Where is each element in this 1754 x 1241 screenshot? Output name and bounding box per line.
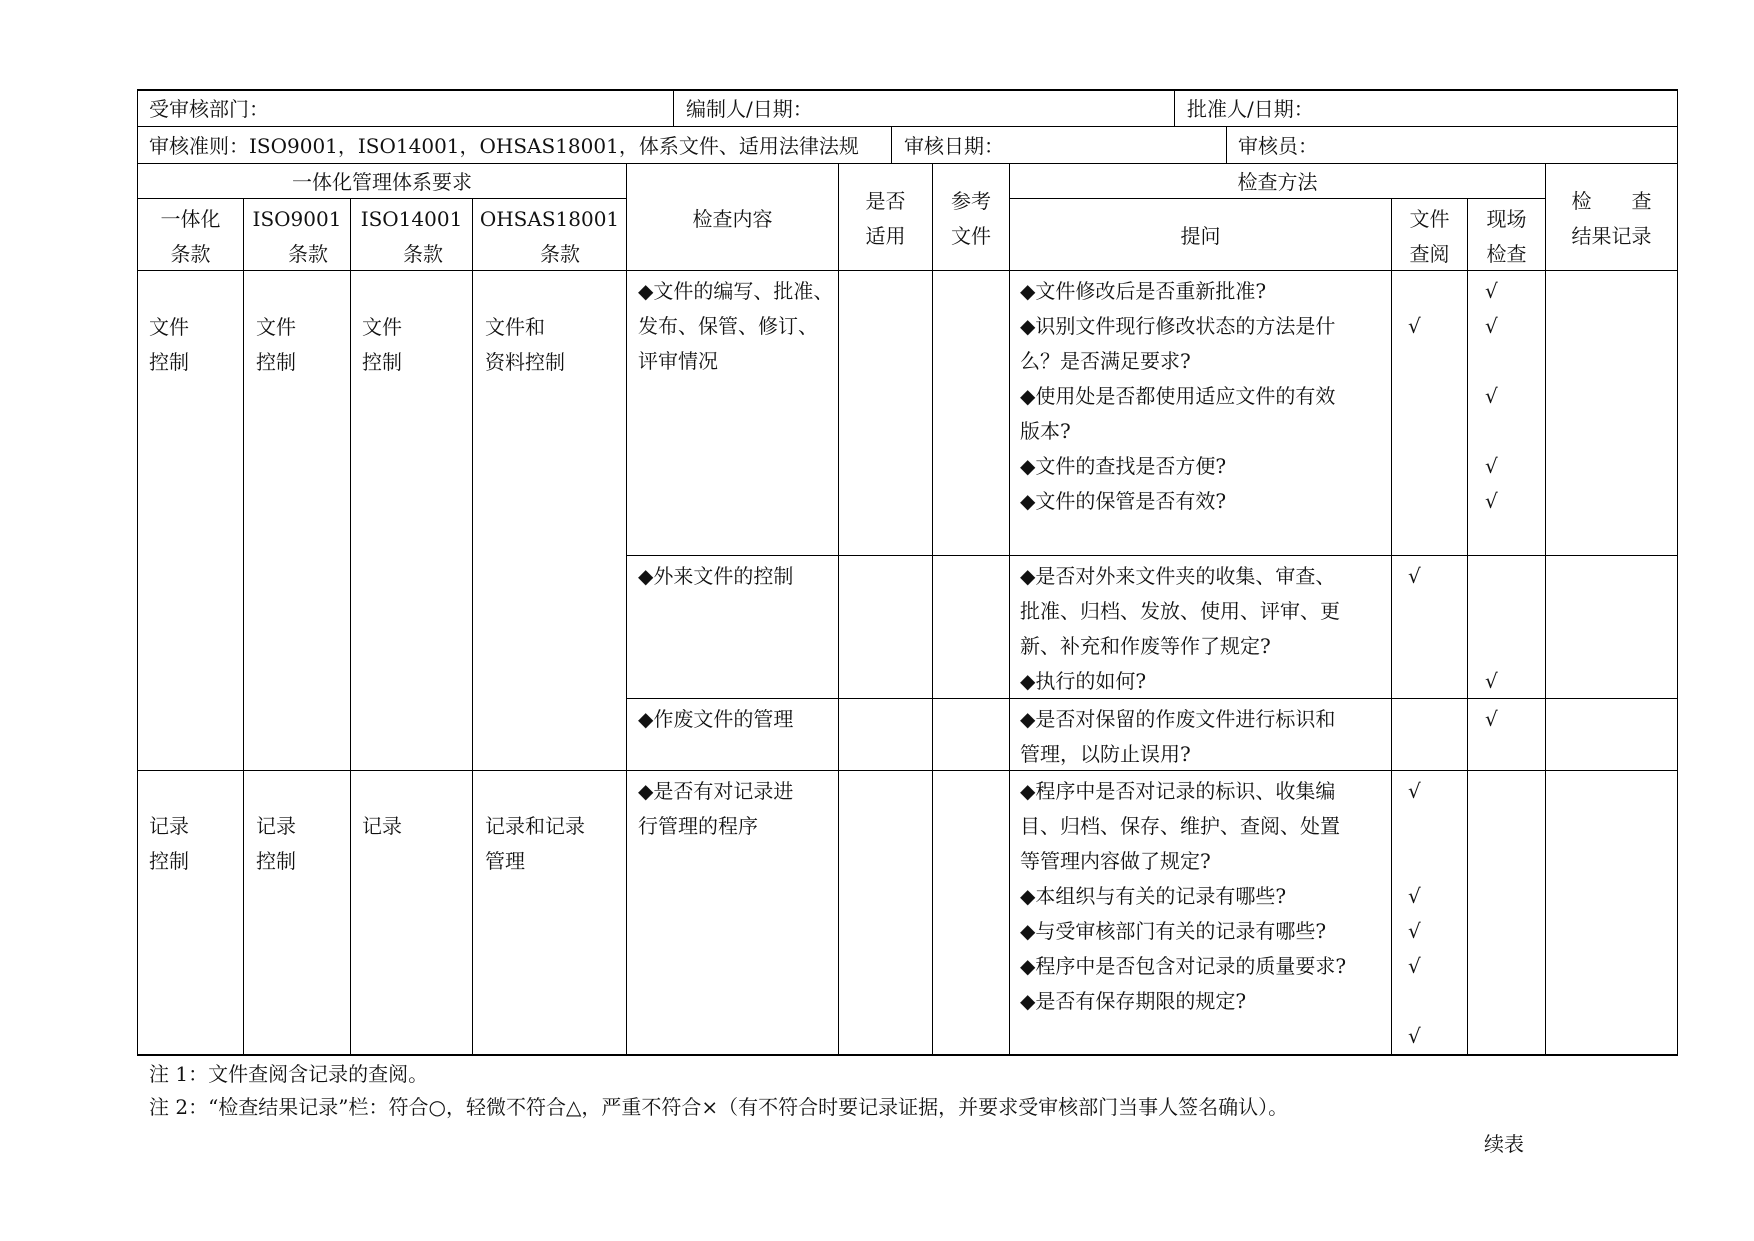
site-check-header-2: 检查 bbox=[1486, 242, 1527, 266]
question-item: ◆执行的如何? bbox=[1020, 669, 1147, 693]
ims-clause-header-1: 一体化 bbox=[160, 207, 221, 231]
question-item: 管理，以防止误用? bbox=[1020, 742, 1191, 766]
site-check-mark: √ bbox=[1485, 489, 1498, 513]
question-item: 么？是否满足要求? bbox=[1020, 349, 1191, 373]
iso14001-clause-header-2: 条款 bbox=[403, 242, 443, 266]
s1-ims-clause: 文件 bbox=[149, 315, 189, 339]
note-1: 注 1：文件查阅含记录的查阅。 bbox=[149, 1062, 429, 1086]
doc-review-mark: √ bbox=[1408, 564, 1421, 588]
s2-iso9001-clause-2: 控制 bbox=[256, 849, 296, 873]
s1-r1-content-3: 评审情况 bbox=[638, 349, 718, 373]
reference-header-1: 参考 bbox=[951, 189, 991, 213]
s1-r3-content: ◆作废文件的管理 bbox=[638, 707, 794, 731]
question-item: ◆是否有保存期限的规定? bbox=[1020, 989, 1247, 1013]
s1-ohsas-clause-2: 资料控制 bbox=[485, 350, 565, 374]
iso9001-clause-header-1: ISO9001 bbox=[252, 207, 342, 231]
audit-date-label: 审核日期： bbox=[904, 134, 1004, 158]
doc-review-mark: √ bbox=[1408, 779, 1421, 803]
site-check-mark: √ bbox=[1485, 707, 1498, 731]
preparer-date-label: 编制人/日期： bbox=[686, 97, 813, 121]
iso14001-clause-header-1: ISO14001 bbox=[360, 207, 463, 231]
s2-ims-clause-2: 控制 bbox=[149, 849, 189, 873]
ohsas-clause-header-1: OHSAS18001 bbox=[479, 207, 620, 231]
question-item: ◆是否对外来文件夹的收集、审查、 bbox=[1020, 564, 1336, 588]
s1-ohsas-clause: 文件和 bbox=[485, 315, 545, 339]
s2-ohsas-clause: 记录和记录 bbox=[485, 814, 585, 838]
note-2: 注 2：“检查结果记录”栏：符合○，轻微不符合△，严重不符合×（有不符合时要记录证据，并要求受审核部门当事人签名确认）。 bbox=[149, 1095, 1289, 1119]
check-method-header: 检查方法 bbox=[1237, 170, 1318, 194]
site-check-mark: √ bbox=[1485, 314, 1498, 338]
site-check-mark: √ bbox=[1485, 279, 1498, 303]
doc-review-mark: √ bbox=[1408, 954, 1421, 978]
reference-header-2: 文件 bbox=[951, 224, 991, 248]
question-item: ◆与受审核部门有关的记录有哪些? bbox=[1020, 919, 1327, 943]
question-item: 批准、归档、发放、使用、评审、更 bbox=[1020, 599, 1340, 623]
question-item: ◆使用处是否都使用适应文件的有效 bbox=[1020, 384, 1336, 408]
audited-dept-label: 受审核部门： bbox=[149, 97, 269, 121]
question-header: 提问 bbox=[1180, 224, 1221, 248]
auditor-label: 审核员： bbox=[1238, 134, 1318, 158]
approver-date-label: 批准人/日期： bbox=[1187, 97, 1314, 121]
question-item: ◆文件的查找是否方便? bbox=[1020, 454, 1227, 478]
doc-review-header-1: 文件 bbox=[1409, 207, 1450, 231]
ohsas-clause-header-2: 条款 bbox=[540, 242, 580, 266]
s1-r2-content: ◆外来文件的控制 bbox=[638, 564, 794, 588]
s2-content-2: 行管理的程序 bbox=[638, 814, 758, 838]
s1-iso9001-clause: 文件 bbox=[256, 315, 296, 339]
s1-r1-content: ◆文件的编写、批准、 bbox=[638, 279, 834, 303]
result-record-header-1: 检 查 bbox=[1571, 189, 1652, 213]
ims-requirements-header: 一体化管理体系要求 bbox=[292, 170, 472, 194]
s2-content: ◆是否有对记录进 bbox=[638, 779, 794, 803]
site-check-header-1: 现场 bbox=[1486, 207, 1527, 231]
question-item: ◆识别文件现行修改状态的方法是什 bbox=[1020, 314, 1336, 338]
question-item: 版本? bbox=[1020, 419, 1071, 443]
site-check-mark: √ bbox=[1485, 669, 1498, 693]
applicable-header-2: 适用 bbox=[865, 224, 906, 248]
site-check-mark: √ bbox=[1485, 454, 1498, 478]
doc-review-mark: √ bbox=[1408, 884, 1421, 908]
s1-ims-clause-2: 控制 bbox=[149, 350, 189, 374]
ims-clause-header-2: 条款 bbox=[170, 242, 211, 266]
question-item: 目、归档、保存、维护、查阅、处置 bbox=[1020, 814, 1340, 838]
site-check-mark: √ bbox=[1485, 384, 1498, 408]
s1-iso9001-clause-2: 控制 bbox=[256, 350, 296, 374]
doc-review-mark: √ bbox=[1408, 919, 1421, 943]
question-item: ◆程序中是否对记录的标识、收集编 bbox=[1020, 779, 1336, 803]
doc-review-mark: √ bbox=[1408, 1024, 1421, 1048]
question-item: ◆本组织与有关的记录有哪些? bbox=[1020, 884, 1287, 908]
s1-iso14001-clause: 文件 bbox=[362, 315, 402, 339]
continued-label: 续表 bbox=[1484, 1132, 1524, 1156]
check-content-header: 检查内容 bbox=[692, 207, 773, 231]
question-item: ◆文件的保管是否有效? bbox=[1020, 489, 1227, 513]
s2-ims-clause: 记录 bbox=[149, 814, 189, 838]
question-item: ◆文件修改后是否重新批准? bbox=[1020, 279, 1267, 303]
question-item: ◆程序中是否包含对记录的质量要求? bbox=[1020, 954, 1347, 978]
applicable-header-1: 是否 bbox=[865, 189, 906, 213]
s2-iso9001-clause: 记录 bbox=[256, 814, 296, 838]
doc-review-header-2: 查阅 bbox=[1409, 242, 1450, 266]
s1-iso14001-clause-2: 控制 bbox=[362, 350, 402, 374]
question-item: ◆是否对保留的作废文件进行标识和 bbox=[1020, 707, 1336, 731]
doc-review-mark: √ bbox=[1408, 314, 1421, 338]
s2-ohsas-clause-2: 管理 bbox=[485, 849, 525, 873]
question-item: 等管理内容做了规定? bbox=[1020, 849, 1211, 873]
audit-criteria-label: 审核准则：ISO9001，ISO14001，OHSAS18001，体系文件、适用法律法规 bbox=[149, 134, 859, 158]
s2-iso14001-clause: 记录 bbox=[362, 814, 402, 838]
question-item: 新、补充和作废等作了规定? bbox=[1020, 634, 1271, 658]
iso9001-clause-header-2: 条款 bbox=[288, 242, 328, 266]
result-record-header-2: 结果记录 bbox=[1571, 224, 1652, 248]
s1-r1-content-2: 发布、保管、修订、 bbox=[638, 314, 818, 338]
